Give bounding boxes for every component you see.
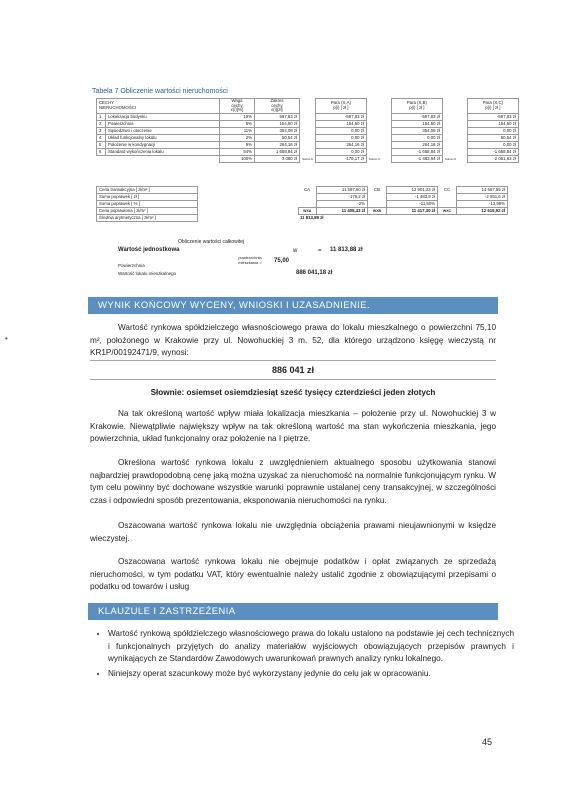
table-header-row (97, 99, 519, 114)
price-cc: 14 667,55 zł (457, 187, 508, 194)
row-waga: 54% (220, 148, 255, 155)
suma-label-c: Suma zł (444, 156, 456, 161)
total-waga: 100% (220, 155, 255, 162)
row-value-c: 0,00 zł (467, 127, 518, 134)
header-zakres-line2: cechy (271, 102, 283, 108)
suma-label-a: Suma zł (302, 156, 313, 161)
valuation-table (96, 98, 519, 163)
header-waga-line3: ε(i)[%] (231, 107, 243, 112)
row-name: Lokalizacja budynku (106, 113, 220, 120)
row-number: 4 (97, 134, 106, 141)
header-waga (220, 99, 255, 114)
header-para-xa-unit: p(i) [ zł ] (333, 104, 349, 110)
header-cechy (97, 99, 220, 114)
label-cena-poprawiona: Cena poprawiona [ zł/m² ] (97, 208, 198, 215)
section-heading-result: WYNIK KOŃCOWY WYCENY, WNIOSKI I UZASADNIENIE. (88, 297, 498, 314)
w-ca: 11 408,43 zł (317, 208, 368, 215)
paragraph-encumbrances: Oszacowana wartość rynkowa lokalu nie uwzględnia obciążenia prawami nieujawnionymi w księdze wieczystej. (90, 521, 496, 543)
total-value-a: -179,17 zł (315, 155, 366, 162)
total-value-b: -1 483,94 zł (391, 155, 442, 162)
total-label: Wartość lokalu mieszkalnego (118, 271, 177, 276)
label-cb: CB (374, 187, 380, 192)
row-zakres: 597,83 zł (255, 113, 300, 120)
correction-table (96, 186, 508, 222)
corr-ca: -179,2 zł (317, 194, 368, 201)
row-value-b: 0,00 zł (391, 134, 442, 141)
header-waga-line2: cechy (231, 102, 243, 108)
unit-value-label: Wartość jednostkowa (118, 247, 180, 253)
label-ca: CA (304, 187, 310, 192)
row-name: Sąsiedztwo i otoczenie (106, 127, 220, 134)
row-value-a: 0,00 zł (315, 148, 366, 155)
table-row (97, 201, 508, 208)
area-value: 75,00 (274, 258, 290, 264)
row-waga: 5% (220, 120, 255, 127)
area-sub-label: powierzchnia mieszkania = (238, 255, 262, 265)
label-wxa: WXA (298, 208, 317, 215)
table-row (97, 127, 519, 134)
row-value-c: 0,00 zł (467, 141, 518, 148)
paragraph-factors: Na tak określoną wartość wpływ miała lokalizacja mieszkania – położenie przy ul. Nowohuckiej 3 w Krakowie. Niewątpliwie największy wpływ na tak określoną wartość ma stan wykończenia mieszkania, jego powierzchnia, układ funkcjonalny oraz położenie na I piętrze. (90, 409, 496, 443)
label-cena-transakcyjna: Cena transakcyjna [ zł/m² ] (97, 187, 198, 194)
header-para-xa-label: Para (X,A) (330, 100, 351, 106)
row-zakres: 264,16 zł (255, 141, 300, 148)
calc-title: Obliczenie wartości całkowitej (178, 239, 245, 245)
section-heading-clauses: KLAUZULE I ZASTRZEŻENIA (88, 603, 498, 620)
final-value: 886 041 zł (271, 365, 315, 375)
row-waga: 9% (220, 141, 255, 148)
table-row (97, 215, 508, 222)
pct-ca: -2% (317, 201, 368, 208)
row-number: 5 (97, 141, 106, 148)
row-name: Układ funkcjonalny lokalu (106, 134, 220, 141)
header-para-xb-unit: p(i) [ zł ] (409, 104, 425, 110)
valuation-intro: Wartość rynkowa spółdzielczego własnościowego prawa do lokalu mieszkalnego o powierzchni 75,10 m², położonego w Krakowie przy ul. Nowohuckiej 3 m. 52, dla którego urządzono księgę wieczystą nr KR1P/00192471/9, wynosi: (90, 323, 496, 357)
row-value-a: -597,83 zł (315, 113, 366, 120)
header-zakres-line3: ε(i)[zł] (271, 107, 283, 112)
label-suma-poprawek-pct: Suma poprawek [ % ] (97, 201, 198, 208)
row-value-a: 264,16 zł (315, 141, 366, 148)
total-zakres: 3 080 zł (255, 155, 300, 162)
price-cb: 12 901,23 zł (387, 187, 438, 194)
pct-cb: -11,50% (387, 201, 438, 208)
header-zakres (255, 99, 300, 114)
pct-cc: -13,99% (457, 201, 508, 208)
suma-label-b: Suma zł (368, 156, 380, 161)
total-value: 886 041,18 zł (296, 270, 333, 276)
corr-cb: -1 483,9 zł (387, 194, 438, 201)
table-row (97, 208, 508, 215)
row-value-c: -597,83 zł (467, 113, 518, 120)
table-row (97, 120, 519, 127)
table-totals-row (97, 155, 519, 162)
row-value-c: 154,50 zł (467, 120, 518, 127)
w-symbol: w (293, 248, 298, 254)
row-number: 2 (97, 120, 106, 127)
table-row (97, 141, 519, 148)
row-value-c: 50,54 zł (467, 134, 518, 141)
label-suma-poprawek-zl: Suma poprawek [ zł ] (97, 194, 198, 201)
table-caption: Tabela 7 Obliczenie wartości nieruchomości (92, 88, 228, 95)
header-para-xc (467, 99, 518, 114)
row-value-a: 0,00 zł (315, 134, 366, 141)
list-item: • Wartość rynkową spółdzielczego własnościowego prawa do lokalu ustalono na podstawie jej cech technicznych i funkcjonalnych przyjętych do analizy materiałów wyjściowych obowiązujących przepisów prawnych i wynikających ze Standardów Zawodowych uwarunkowań prawnych analizy rynku lokalnego. (108, 628, 514, 666)
row-value-a: 154,50 zł (315, 120, 366, 127)
row-value-b: -597,83 zł (391, 113, 442, 120)
table-row (97, 194, 508, 201)
row-value-a: 0,00 zł (315, 127, 366, 134)
row-value-b: 154,50 zł (391, 120, 442, 127)
total-value-c: -2 051,63 zł (467, 155, 518, 162)
paragraph-market-value: Określona wartość rynkowa lokalu z uwzględnieniem aktualnego sposobu użytkowania stanowi najbardziej prawdopodobną cenę jaką można uzyskać za nieruchomość na normalnie funkcjonującym rynku. W tym celu powinny być dochowane wszystkie warunki poprawnie ustalanej ceny transakcyjnej, w szczególności czas i odpowiedni sposób prezentowania, eksponowania nieruchomości na rynku. (90, 458, 496, 505)
header-waga-line1: Waga (231, 98, 243, 103)
row-name: Powierzchnia (106, 120, 220, 127)
header-para-xc-label: Para (X,C) (482, 100, 503, 106)
label-srednia: Średnia arytmetyczna [ zł/m² ] (97, 215, 198, 222)
row-zakres: 154,50 zł (255, 120, 300, 127)
value-box (90, 360, 496, 380)
label-wxc: WXC (438, 208, 457, 215)
page-number: 45 (482, 737, 493, 747)
row-waga: 11% (220, 127, 255, 134)
unit-value: 11 813,88 zł (330, 247, 363, 253)
w-cc: 12 615,92 zł (457, 208, 508, 215)
row-name: Położenie w kondygnacji (106, 141, 220, 148)
w-cb: 11 417,30 zł (387, 208, 438, 215)
row-name: Standard wykończenia lokalu (106, 148, 220, 155)
paragraph-taxes: Oszacowana wartość rynkowa lokalu nie obejmuje podatków i opłat związanych ze sprzedażą nieruchomości, w tym podatku VAT, który ewentualnie należy ustalić zgodnie z obowiązującymi przepisami o podatku od towarów i usług (90, 557, 496, 591)
row-waga: 2% (220, 134, 255, 141)
header-zakres-line1: Zakres (270, 98, 284, 103)
table-row (97, 113, 519, 120)
row-value-b: 354,08 zł (391, 127, 442, 134)
header-para-xa (315, 99, 366, 114)
label-wxb: WXB (368, 208, 387, 215)
clauses-list (90, 628, 514, 682)
header-para-xc-unit: p(i) [ zł ] (485, 104, 501, 110)
header-para-xb (391, 99, 442, 114)
price-ca: 11 587,60 zł (317, 187, 368, 194)
header-para-xb-label: Para (X,B) (406, 100, 427, 106)
header-cechy-line1: CECHY (99, 100, 115, 106)
table-row (97, 134, 519, 141)
row-zakres: 354,08 zł (255, 127, 300, 134)
corr-cc: -2 051,6 zł (457, 194, 508, 201)
row-waga: 19% (220, 113, 255, 120)
header-cechy-line2: NIERUCHOMOŚCI (99, 104, 137, 110)
row-value-b: 264,16 zł (391, 141, 442, 148)
row-number: 6 (97, 148, 106, 155)
row-number: 3 (97, 127, 106, 134)
label-cc: CC (443, 187, 451, 192)
table-row (97, 187, 508, 194)
row-value-b: -1 658,84 zł (391, 148, 442, 155)
row-zakres: 50,54 zł (255, 134, 300, 141)
area-label: Powierzchnia (118, 263, 145, 268)
list-item: • Niniejszy operat szacunkowy może być wykorzystany jedynie do celu jak w opracowaniu. (108, 668, 514, 681)
equals-sign: = (318, 248, 322, 254)
value-in-words: Słownie: osiemset osiemdziesiąt sześć tysięcy czterdzieści jeden złotych (150, 388, 436, 397)
table-row (97, 148, 519, 155)
row-value-c: -1 658,84 zł (467, 148, 518, 155)
average-value: 11 813,88 zł (300, 215, 324, 221)
row-zakres: 1 658,84 zł (255, 148, 300, 155)
row-number: 1 (97, 113, 106, 120)
scan-mark: • (5, 334, 8, 343)
